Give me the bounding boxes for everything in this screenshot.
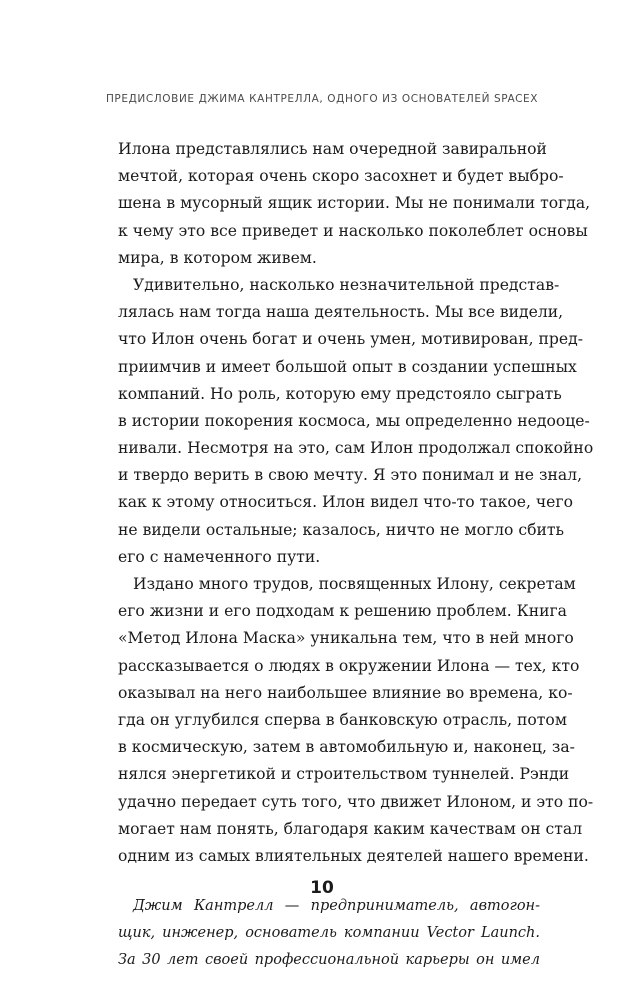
text-line: мечтой, которая очень скоро засохнет и будет выбро- xyxy=(118,167,564,186)
text-line: компаний. Но роль, которую ему предстояло сыграть xyxy=(118,384,562,403)
body-text xyxy=(118,136,594,975)
text-line: и твердо верить в свою мечту. Я это понимал и не знал, xyxy=(118,466,583,485)
text-line: оказывал на него наибольшее влияние во времена, ко- xyxy=(118,683,573,702)
text-line: щик, инженер, основатель компании Vector Launch. xyxy=(118,925,540,942)
text-line: к чему это все приведет и насколько поколеблет основы xyxy=(118,221,588,240)
text-line: мира, в котором живем. xyxy=(118,248,317,267)
text-line: его жизни и его подходам к решению проблем. Книга xyxy=(118,602,567,621)
text-line: одним из самых влиятельных деятелей нашего времени. xyxy=(118,846,589,865)
text-line: не видели остальные; казалось, ничто не могло сбить xyxy=(118,520,565,539)
text-line: могает нам понять, благодаря каким качествам он стал xyxy=(118,819,583,838)
text-line: удачно передает суть того, что движет Илоном, и это по- xyxy=(118,792,594,811)
text-line: приимчив и имеет большой опыт в создании успешных xyxy=(118,357,577,376)
paragraph xyxy=(118,272,594,571)
text-line: как к этому относиться. Илон видел что-то такое, чего xyxy=(118,493,573,512)
page-number: 10 xyxy=(310,878,334,898)
running-header: ПРЕДИСЛОВИЕ ДЖИМА КАНТРЕЛЛА, ОДНОГО ИЗ ОСНОВАТЕЛЕЙ SPACEX xyxy=(105,93,539,105)
text-line: Джим Кантрелл — предприниматель, автогон- xyxy=(133,898,540,915)
text-line: «Метод Илона Маска» уникальна тем, что в ней много xyxy=(118,629,574,648)
text-line: в истории покорения космоса, мы определенно недооце- xyxy=(118,411,590,430)
text-line: нивали. Несмотря на это, сам Илон продолжал спокойно xyxy=(118,439,594,458)
text-line: лялась нам тогда наша деятельность. Мы все видели, xyxy=(118,303,564,322)
text-line: Илона представлялись нам очередной завиральной xyxy=(118,140,547,158)
text-line: Издано много трудов, посвященных Илону, секретам xyxy=(133,575,576,593)
text-line: рассказывается о людях в окружении Илона — тех, кто xyxy=(118,656,580,675)
paragraph xyxy=(118,571,594,870)
text-line: гда он углубился сперва в банковскую отрасль, потом xyxy=(118,710,567,729)
text-line: Удивительно, насколько незначительной представ- xyxy=(133,275,560,294)
text-line: что Илон очень богат и очень умен, мотивирован, пред- xyxy=(118,330,584,349)
author-bio xyxy=(118,893,540,975)
text-line: в космическую, затем в автомобильную и, наконец, за- xyxy=(118,738,575,757)
text-line: За 30 лет своей профессиональной карьеры он имел xyxy=(118,952,540,969)
text-line: нялся энергетикой и строительством туннелей. Рэнди xyxy=(118,765,570,784)
paragraph xyxy=(118,136,591,272)
text-line: шена в мусорный ящик истории. Мы не понимали тогда, xyxy=(118,194,591,213)
text-line: его с намеченного пути. xyxy=(118,547,321,566)
